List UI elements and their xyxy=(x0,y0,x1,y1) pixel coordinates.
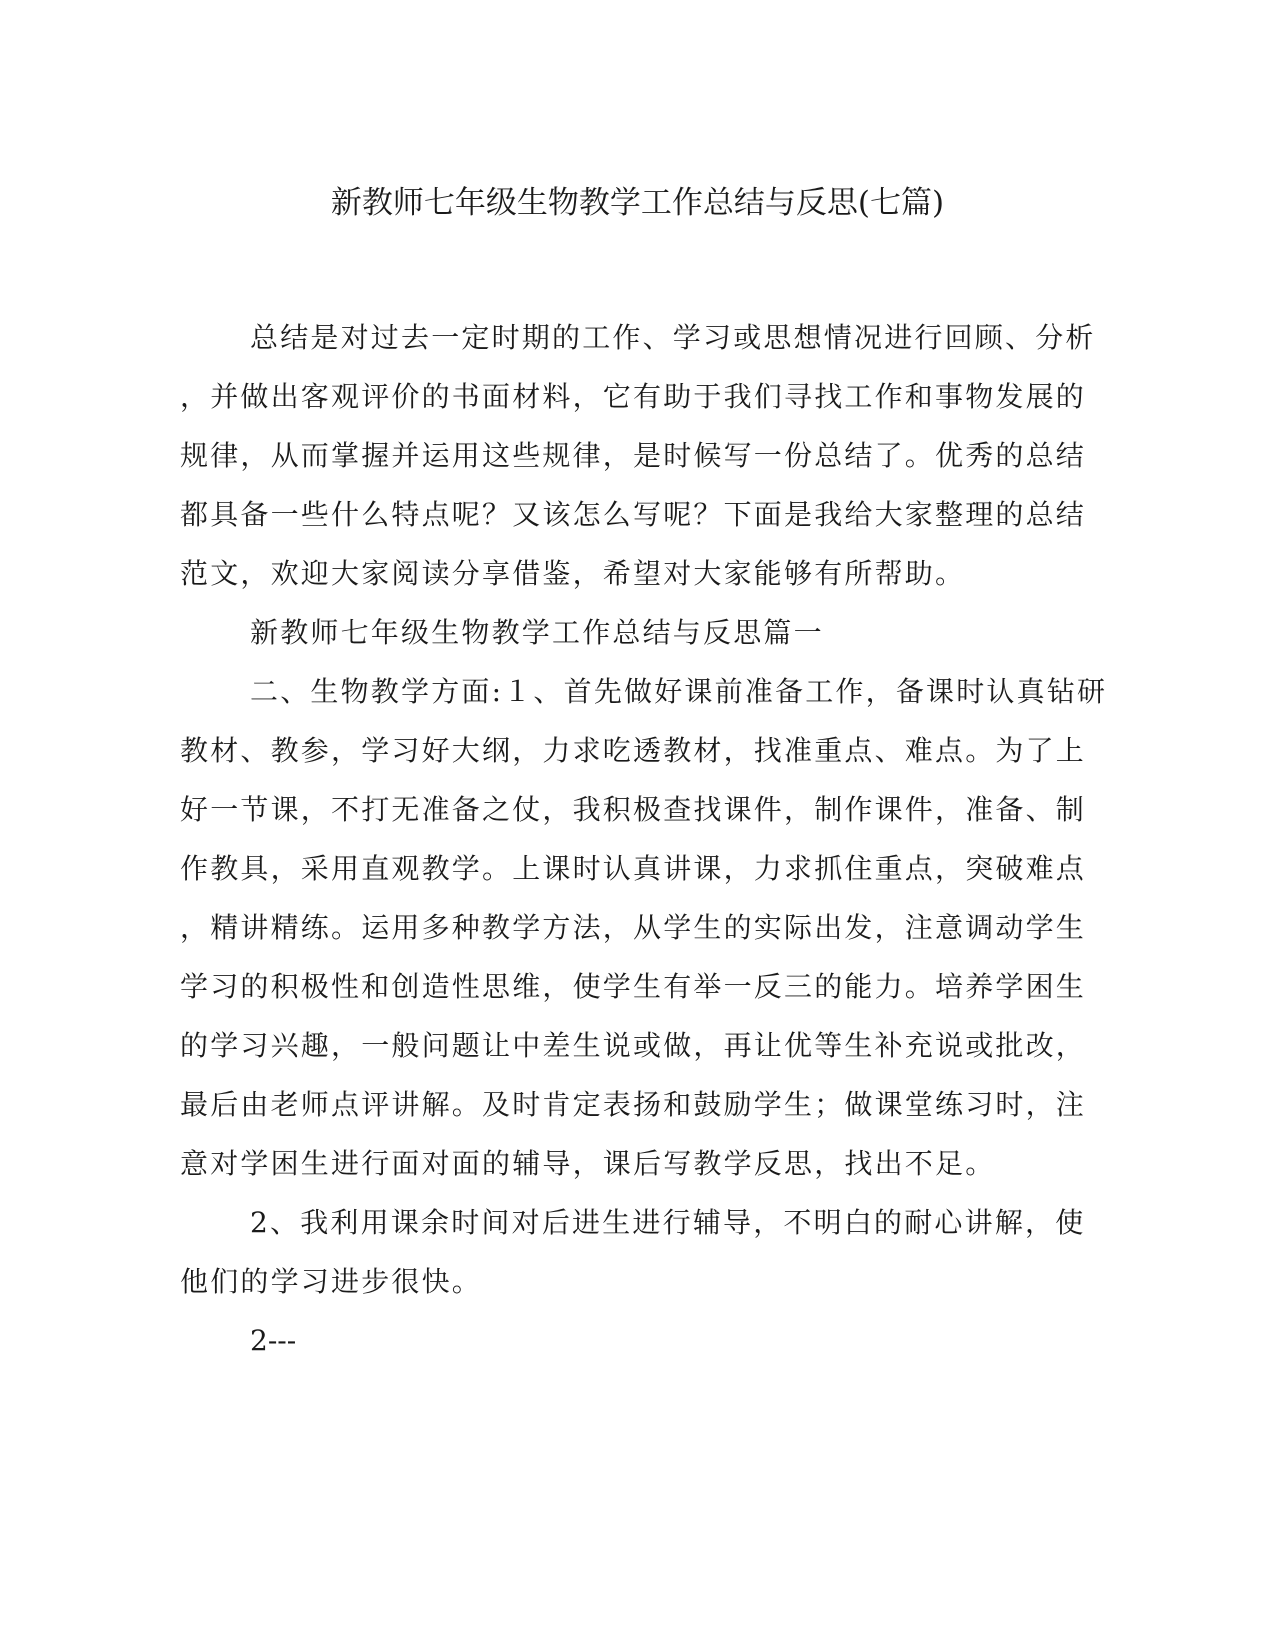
para1-line-5: ，精讲精练。运用多种教学方法，从学生的实际出发，注意调动学生 xyxy=(180,911,1087,944)
para1-line-8: 最后由老师点评讲解。及时肯定表扬和鼓励学生；做课堂练习时，注 xyxy=(180,1088,1087,1121)
para1-line-7: 的学习兴趣，一般问题让中差生说或做，再让优等生补充说或批改， xyxy=(180,1029,1087,1062)
para1-line-6: 学习的积极性和创造性思维，使学生有举一反三的能力。培养学困生 xyxy=(180,970,1087,1003)
para2-line-2: 他们的学习进步很快。 xyxy=(180,1265,483,1298)
para1-line-3: 好一节课，不打无准备之仗，我积极查找课件，制作课件，准备、制 xyxy=(180,793,1087,826)
para2-line-1: 2、我利用课余时间对后进生进行辅导，不明白的耐心讲解，使 xyxy=(250,1206,1086,1239)
intro-line-2: ，并做出客观评价的书面材料，它有助于我们寻找工作和事物发展的 xyxy=(180,380,1087,413)
para1-line-9: 意对学困生进行面对面的辅导，课后写教学反思，找出不足。 xyxy=(180,1147,996,1180)
para1-line-1: 二、生物教学方面:１、首先做好课前准备工作，备课时认真钻研 xyxy=(250,675,1108,708)
para1-line-4: 作教具，采用直观教学。上课时认真讲课，力求抓住重点，突破难点 xyxy=(180,852,1087,885)
intro-line-3: 规律，从而掌握并运用这些规律，是时候写一份总结了。优秀的总结 xyxy=(180,439,1087,472)
page-marker: 2--- xyxy=(250,1324,297,1357)
para1-line-2: 教材、教参，学习好大纲，力求吃透教材，找准重点、难点。为了上 xyxy=(180,734,1087,767)
intro-line-5: 范文，欢迎大家阅读分享借鉴，希望对大家能够有所帮助。 xyxy=(180,557,966,590)
intro-line-4: 都具备一些什么特点呢？又该怎么写呢？下面是我给大家整理的总结 xyxy=(180,498,1087,531)
intro-line-1: 总结是对过去一定时期的工作、学习或思想情况进行回顾、分析 xyxy=(250,321,1096,354)
section-heading: 新教师七年级生物教学工作总结与反思篇一 xyxy=(250,616,824,649)
document-title: 新教师七年级生物教学工作总结与反思(七篇) xyxy=(330,185,945,221)
